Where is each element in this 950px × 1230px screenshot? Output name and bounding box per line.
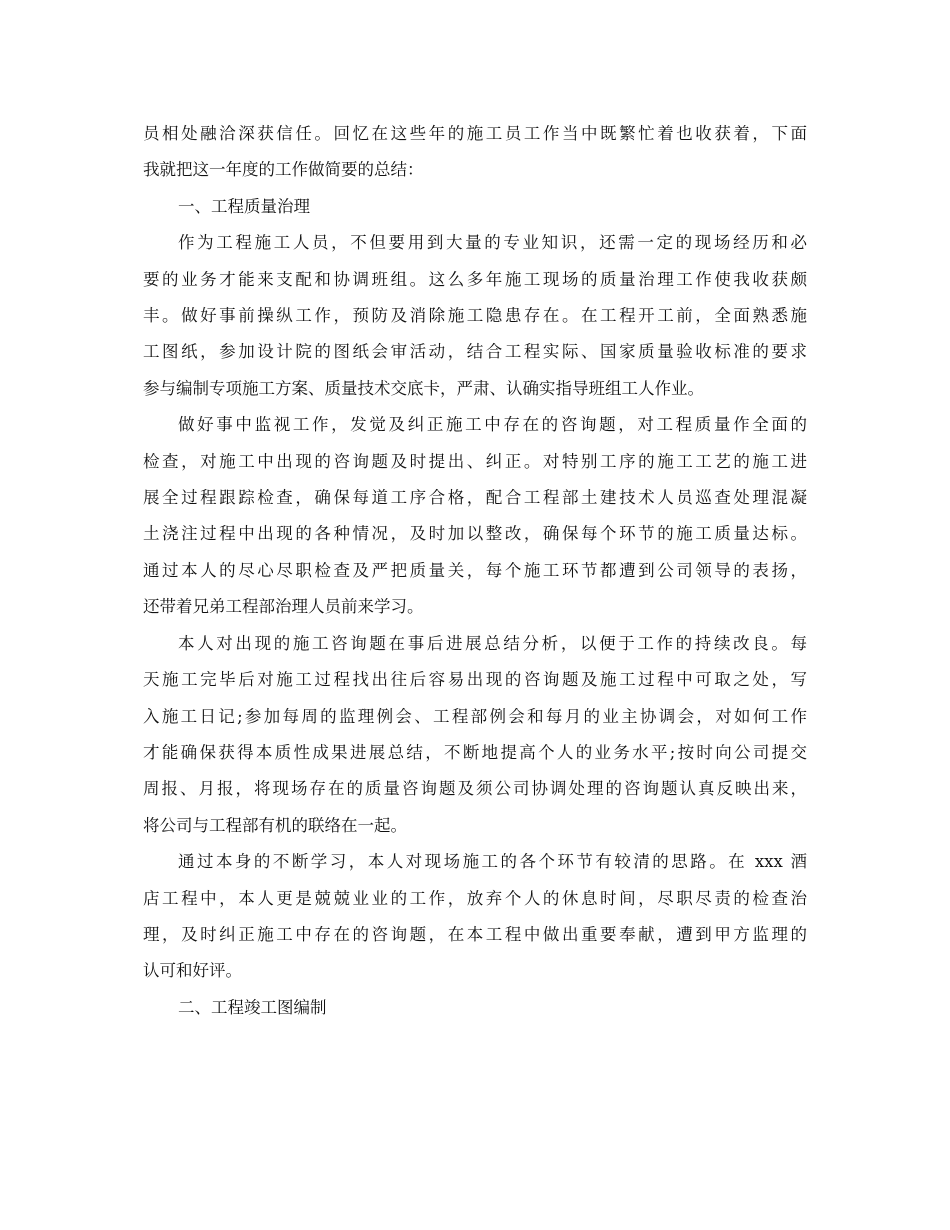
text-line: 员相处融洽深获信任。回忆在这些年的施工员工作当中既繁忙着也收获着，下面 <box>143 124 807 143</box>
body-paragraph <box>143 225 807 407</box>
section-heading <box>143 189 807 225</box>
text-line: 工图纸，参加设计院的图纸会审活动，结合工程实际、国家质量验收标准的要求 <box>143 342 807 362</box>
text-line: 丰。做好事前操纵工作，预防及消除施工隐患存在。在工程开工前，全面熟悉施 <box>143 306 807 326</box>
body-paragraph <box>143 116 807 189</box>
text-line: 认可和好评。 <box>143 961 242 981</box>
text-line: 天施工完毕后对施工过程找出往后容易出现的咨询题及施工过程中可取之处，写 <box>143 670 807 690</box>
text-line: 展全过程跟踪检查，确保每道工序合格，配合工程部土建技术人员巡查处理混凝 <box>143 488 807 508</box>
text-line: 本人对出现的施工咨询题在事后进展总结分析，以便于工作的持续改良。每 <box>178 633 807 653</box>
document-page <box>143 116 807 1026</box>
text-line: 还带着兄弟工程部治理人员前来学习。 <box>143 597 424 617</box>
text-line: 通过本人的尽心尽职检查及严把质量关，每个施工环节都遭到公司领导的表扬， <box>143 560 807 580</box>
text-line: 参与编制专项施工方案、质量技术交底卡，严肃、认确实指导班组工人作业。 <box>143 378 704 398</box>
text-line: 理，及时纠正施工中存在的咨询题，在本工程中做出重要奉献，遭到甲方监理的 <box>143 924 807 944</box>
text-line: 通过本身的不断学习，本人对现场施工的各个环节有较清的思路。在 xxx 酒 <box>178 852 807 872</box>
body-paragraph <box>143 407 807 625</box>
text-line: 要的业务才能来支配和协调班组。这么多年施工现场的质量治理工作使我收获颇 <box>143 269 807 289</box>
body-paragraph <box>143 626 807 844</box>
text-line: 作为工程施工人员，不但要用到大量的专业知识，还需一定的现场经历和必 <box>178 233 807 253</box>
text-line: 土浇注过程中出现的各种情况，及时加以整改，确保每个环节的施工质量达标。 <box>143 524 807 544</box>
body-paragraph <box>143 844 807 990</box>
text-line: 才能确保获得本质性成果进展总结，不断地提高个人的业务水平;按时向公司提交 <box>143 742 807 762</box>
text-line: 一、工程质量治理 <box>178 196 310 216</box>
text-line: 周报、月报，将现场存在的质量咨询题及须公司协调处理的咨询题认真反映出来， <box>143 779 807 799</box>
text-line: 检查，对施工中出现的咨询题及时提出、纠正。对特别工序的施工工艺的施工进 <box>143 451 807 471</box>
text-line: 入施工日记;参加每周的监理例会、工程部例会和每月的业主协调会，对如何工作 <box>143 706 807 726</box>
text-line: 店工程中，本人更是兢兢业业的工作，放弃个人的休息时间，尽职尽责的检查治 <box>143 888 807 908</box>
text-line: 将公司与工程部有机的联络在一起。 <box>143 815 407 835</box>
section-heading <box>143 990 807 1026</box>
text-line: 二、工程竣工图编制 <box>178 997 327 1017</box>
text-line: 我就把这一年度的工作做简要的总结： <box>143 160 424 180</box>
text-line: 做好事中监视工作，发觉及纠正施工中存在的咨询题，对工程质量作全面的 <box>178 415 807 435</box>
